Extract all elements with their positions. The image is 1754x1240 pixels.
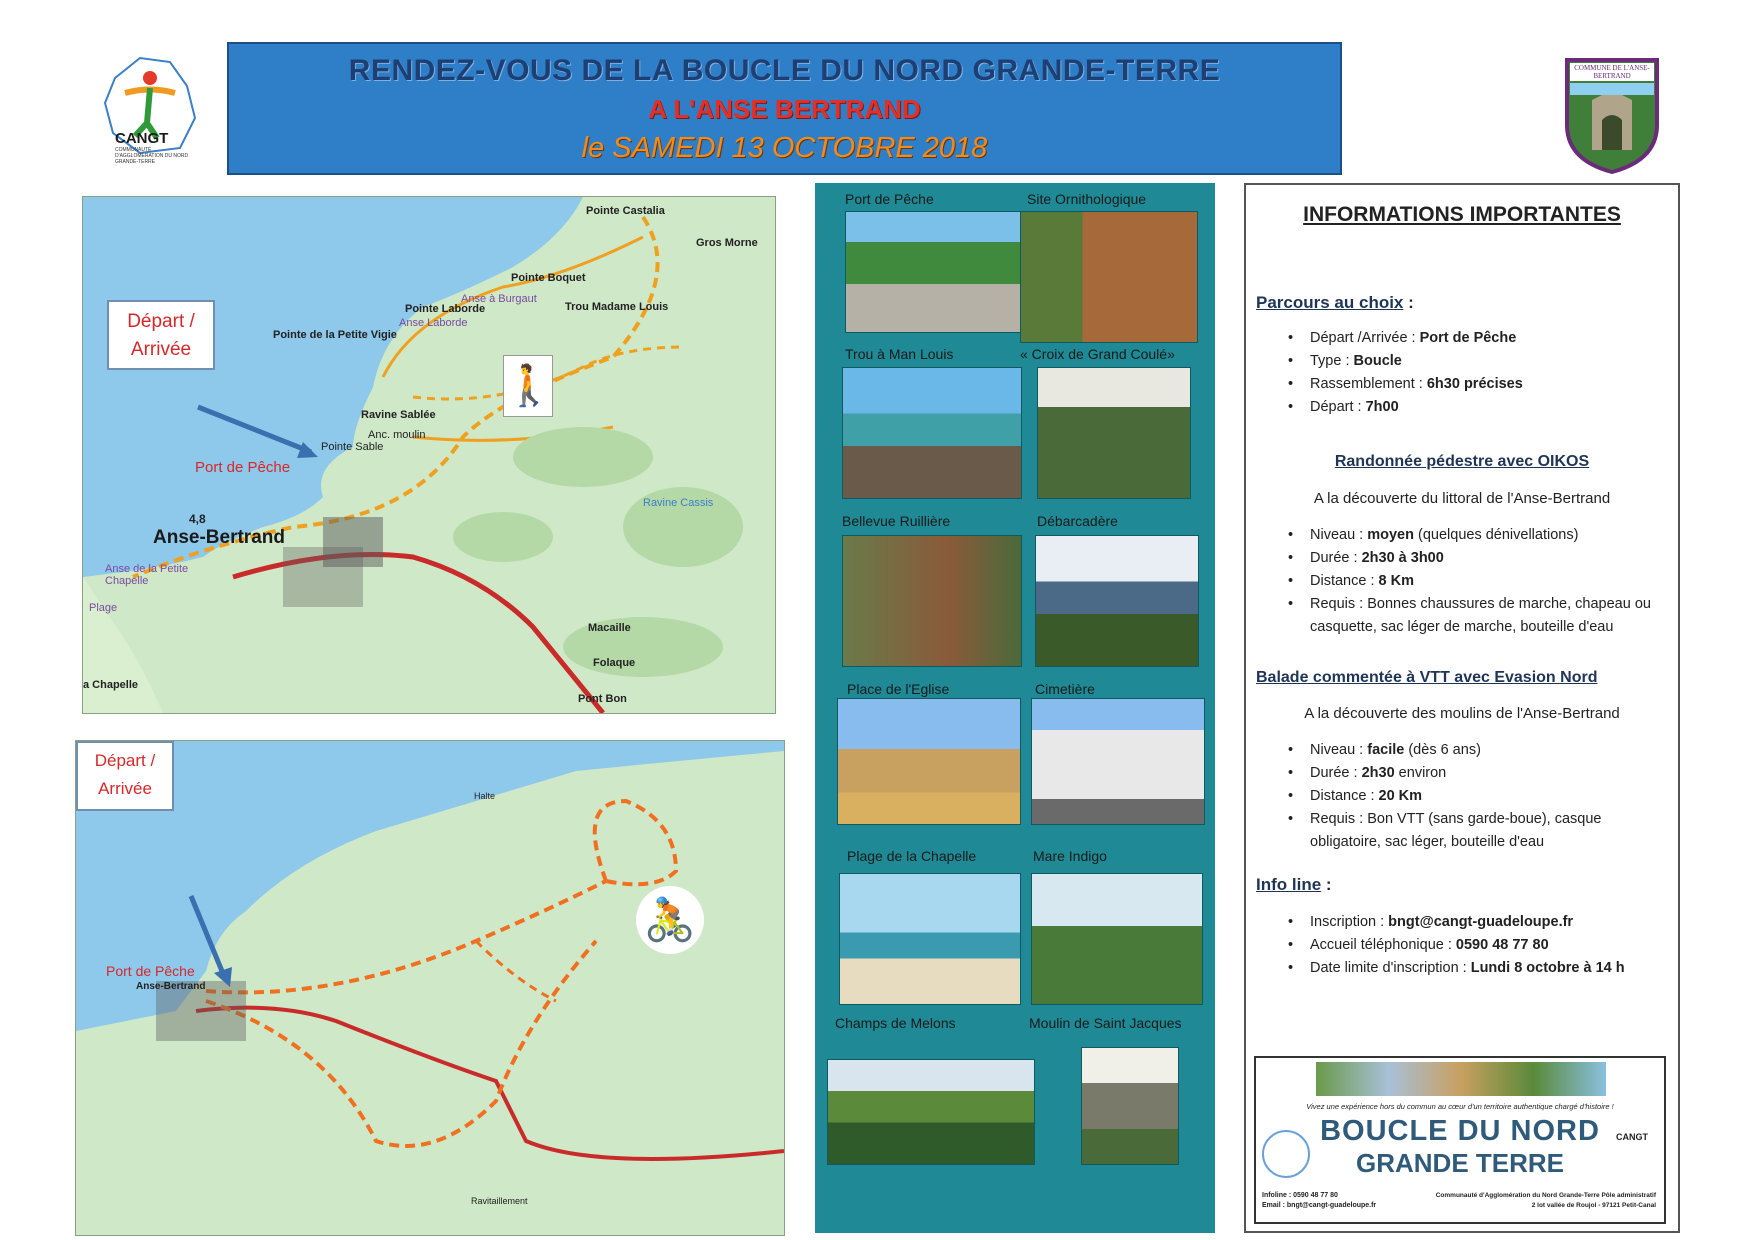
map-place: Anse Laborde [399, 317, 468, 329]
photo-caption: Site Ornithologique [1027, 191, 1147, 207]
distance-label: 4,8 [189, 512, 206, 526]
hiking-route-map [82, 196, 776, 714]
list-item: • Type : Boucle [1286, 350, 1676, 373]
map-place: Pointe Laborde [405, 303, 486, 315]
photo-caption: Moulin de Saint Jacques [1029, 1015, 1182, 1031]
map-place: Ravine Cassis [643, 497, 714, 509]
banner-title-2: GRANDE TERRE [1355, 1148, 1564, 1178]
map-place: Pointe Sable [321, 441, 384, 453]
map-place: Pointe Castalia [586, 205, 665, 217]
list-item: • Durée : 2h30 à 3h00 [1286, 547, 1676, 570]
map-place: Pointe de la Petite Vigie [273, 329, 397, 341]
banner-logo-text: CANGT [1616, 1132, 1648, 1142]
list-item: • Date limite d'inscription : Lundi 8 octobre à 14 h [1286, 957, 1676, 980]
vtt-heading-wrap [1256, 669, 1597, 687]
list-item: • Durée : 2h30 environ [1286, 762, 1676, 785]
infoline-colon: : [1321, 875, 1332, 894]
list-item: • Inscription : bngt@cangt-guadeloupe.fr [1286, 911, 1676, 934]
banner-contact: Infoline : 0590 48 77 80 [1262, 1192, 1338, 1199]
list-item: • Niveau : facile (dès 6 ans) [1286, 739, 1676, 762]
list-item: • Niveau : moyen (quelques dénivellations) [1286, 524, 1676, 547]
rando-list [1286, 524, 1676, 639]
page-subtitle: A L'ANSE BERTRAND [648, 94, 921, 124]
photo-caption: Place de l'Eglise [847, 681, 950, 697]
start-finish-callout: Départ / Arrivée [107, 300, 215, 370]
commune-crest-text: COMMUNE DE L'ANSE-BERTRAND [1574, 64, 1650, 80]
supply-label: Ravitaillement [471, 1196, 528, 1206]
photo-site-ornithologique [1020, 211, 1198, 343]
photo-caption: Débarcadère [1037, 513, 1118, 529]
map-place: Anc. moulin [368, 429, 426, 441]
town-label: Anse-Bertrand [153, 527, 285, 548]
photo-place-de-l-eglise [837, 698, 1021, 825]
photo-debarcadere [1035, 535, 1199, 667]
map-place: Ravine Sablée [361, 409, 436, 421]
rando-heading: Randonnée pédestre avec OIKOS [1334, 453, 1590, 470]
photo-caption: Bellevue Ruillière [842, 513, 951, 529]
map-place: Anse de la Petite Chapelle [105, 563, 189, 587]
photo-caption: « Croix de Grand Coulé» [1020, 346, 1175, 362]
phone-number: 0590 48 77 80 [1455, 937, 1549, 953]
map-place: Pont Bon [578, 693, 627, 705]
photo-caption: Champs de Melons [835, 1015, 956, 1031]
hiker-icon: 🚶 [503, 355, 553, 417]
list-item: • Distance : 8 Km [1286, 570, 1676, 593]
photo-moulin-de-saint-jacques [1081, 1047, 1179, 1165]
photo-mare-indigo [1031, 873, 1203, 1005]
header-banner [227, 42, 1342, 175]
list-item: • Départ /Arrivée : Port de Pêche [1286, 327, 1676, 350]
cangt-icon [1262, 1130, 1310, 1178]
cangt-logo [95, 48, 210, 163]
map-place: Macaille [588, 622, 631, 634]
photo-gallery [815, 183, 1215, 1233]
photo-caption: Plage de la Chapelle [847, 848, 977, 864]
infoline-list [1286, 911, 1676, 980]
photo-croix-de-grand-coule [1037, 367, 1191, 499]
list-item: • Requis : Bon VTT (sans garde-boue), casque obligatoire, sac léger, bouteille d'eau [1286, 808, 1676, 854]
vtt-subheading: A la découverte des moulins de l'Anse-Bertrand [1304, 705, 1620, 722]
photo-cimetiere [1031, 698, 1205, 825]
email-link[interactable]: bngt@cangt-guadeloupe.fr [1388, 914, 1574, 930]
banner-photo-strip [1316, 1062, 1606, 1096]
photo-plage-de-la-chapelle [839, 873, 1021, 1005]
halt-label: Halte [474, 791, 496, 801]
map-place: Pointe Boquet [511, 272, 586, 284]
bike-route-map [75, 740, 785, 1236]
cangt-logo-text: CANGT [115, 130, 169, 147]
commune-crest-logo [1562, 55, 1662, 175]
port-de-peche-label: Port de Pêche [106, 963, 195, 979]
photo-trou-a-man-louis [842, 367, 1022, 499]
photo-caption: Cimetière [1035, 681, 1095, 697]
port-de-peche-label: Port de Pêche [195, 459, 291, 476]
list-item: • Rassemblement : 6h30 précises [1286, 373, 1676, 396]
photo-caption: Trou à Man Louis [845, 346, 954, 362]
banner-contact: Email : bngt@cangt-guadeloupe.fr [1262, 1202, 1377, 1209]
parcours-list [1286, 327, 1676, 419]
map-place: Plage [89, 602, 118, 614]
banner-title-1: BOUCLE DU NORD [1320, 1115, 1600, 1147]
map-place: a Chapelle [83, 679, 139, 691]
list-item: • Requis : Bonnes chaussures de marche, chapeau ou casquette, sac léger de marche, bouteille d'eau [1286, 593, 1676, 639]
info-title: INFORMATIONS IMPORTANTES [1303, 203, 1621, 226]
photo-caption: Mare Indigo [1033, 848, 1107, 864]
infoline-heading-wrap [1256, 875, 1332, 895]
vtt-list [1286, 739, 1676, 854]
map-place: Anse à Burgaut [461, 293, 537, 305]
list-item: • Départ : 7h00 [1286, 396, 1676, 419]
rando-heading-wrap [1246, 453, 1678, 471]
infoline-heading: Info line [1256, 875, 1322, 894]
town-label: Anse-Bertrand [136, 981, 206, 992]
page-title: RENDEZ-VOUS DE LA BOUCLE DU NORD GRANDE-TERRE [348, 54, 1221, 87]
parcours-colon: : [1403, 293, 1414, 312]
photo-bellevue-ruilliere [842, 535, 1022, 667]
vtt-heading: Balade commentée à VTT avec Evasion Nord [1256, 669, 1598, 686]
banner-contact: Communauté d'Agglomération du Nord Grande-Terre Pôle administratif [1435, 1192, 1656, 1199]
photo-champs-de-melons [827, 1059, 1035, 1165]
banner-tagline: Vivez une expérience hors du commun au cœur d'un territoire authentique chargé d'histoire ! [1306, 1102, 1614, 1111]
start-finish-callout: Départ / Arrivée [76, 741, 174, 811]
cangt-logo-subtitle: COMMUNAUTÉ D'AGGLOMÉRATION DU NORD GRANDE-TERRE [115, 147, 189, 165]
photo-port-de-peche [845, 211, 1023, 333]
list-item: • Distance : 20 Km [1286, 785, 1676, 808]
photo-caption: Port de Pêche [845, 191, 934, 207]
list-item: • Accueil téléphonique : 0590 48 77 80 [1286, 934, 1676, 957]
arrow-icon [193, 402, 323, 462]
map-place: Folaque [593, 657, 636, 669]
parcours-section [1256, 293, 1414, 313]
map-place: Gros Morne [696, 237, 758, 249]
map-place: Trou Madame Louis [565, 301, 669, 313]
event-date: le SAMEDI 13 OCTOBRE 2018 [581, 132, 988, 164]
bicycle-icon: 🚴 [636, 886, 704, 954]
banner-contact: 2 lot vallée de Roujol - 97121 Petit-Canal [1531, 1202, 1656, 1209]
parcours-heading: Parcours au choix [1256, 293, 1404, 312]
rando-subheading: A la découverte du littoral de l'Anse-Bertrand [1313, 490, 1611, 507]
boucle-du-nord-banner [1254, 1056, 1666, 1224]
